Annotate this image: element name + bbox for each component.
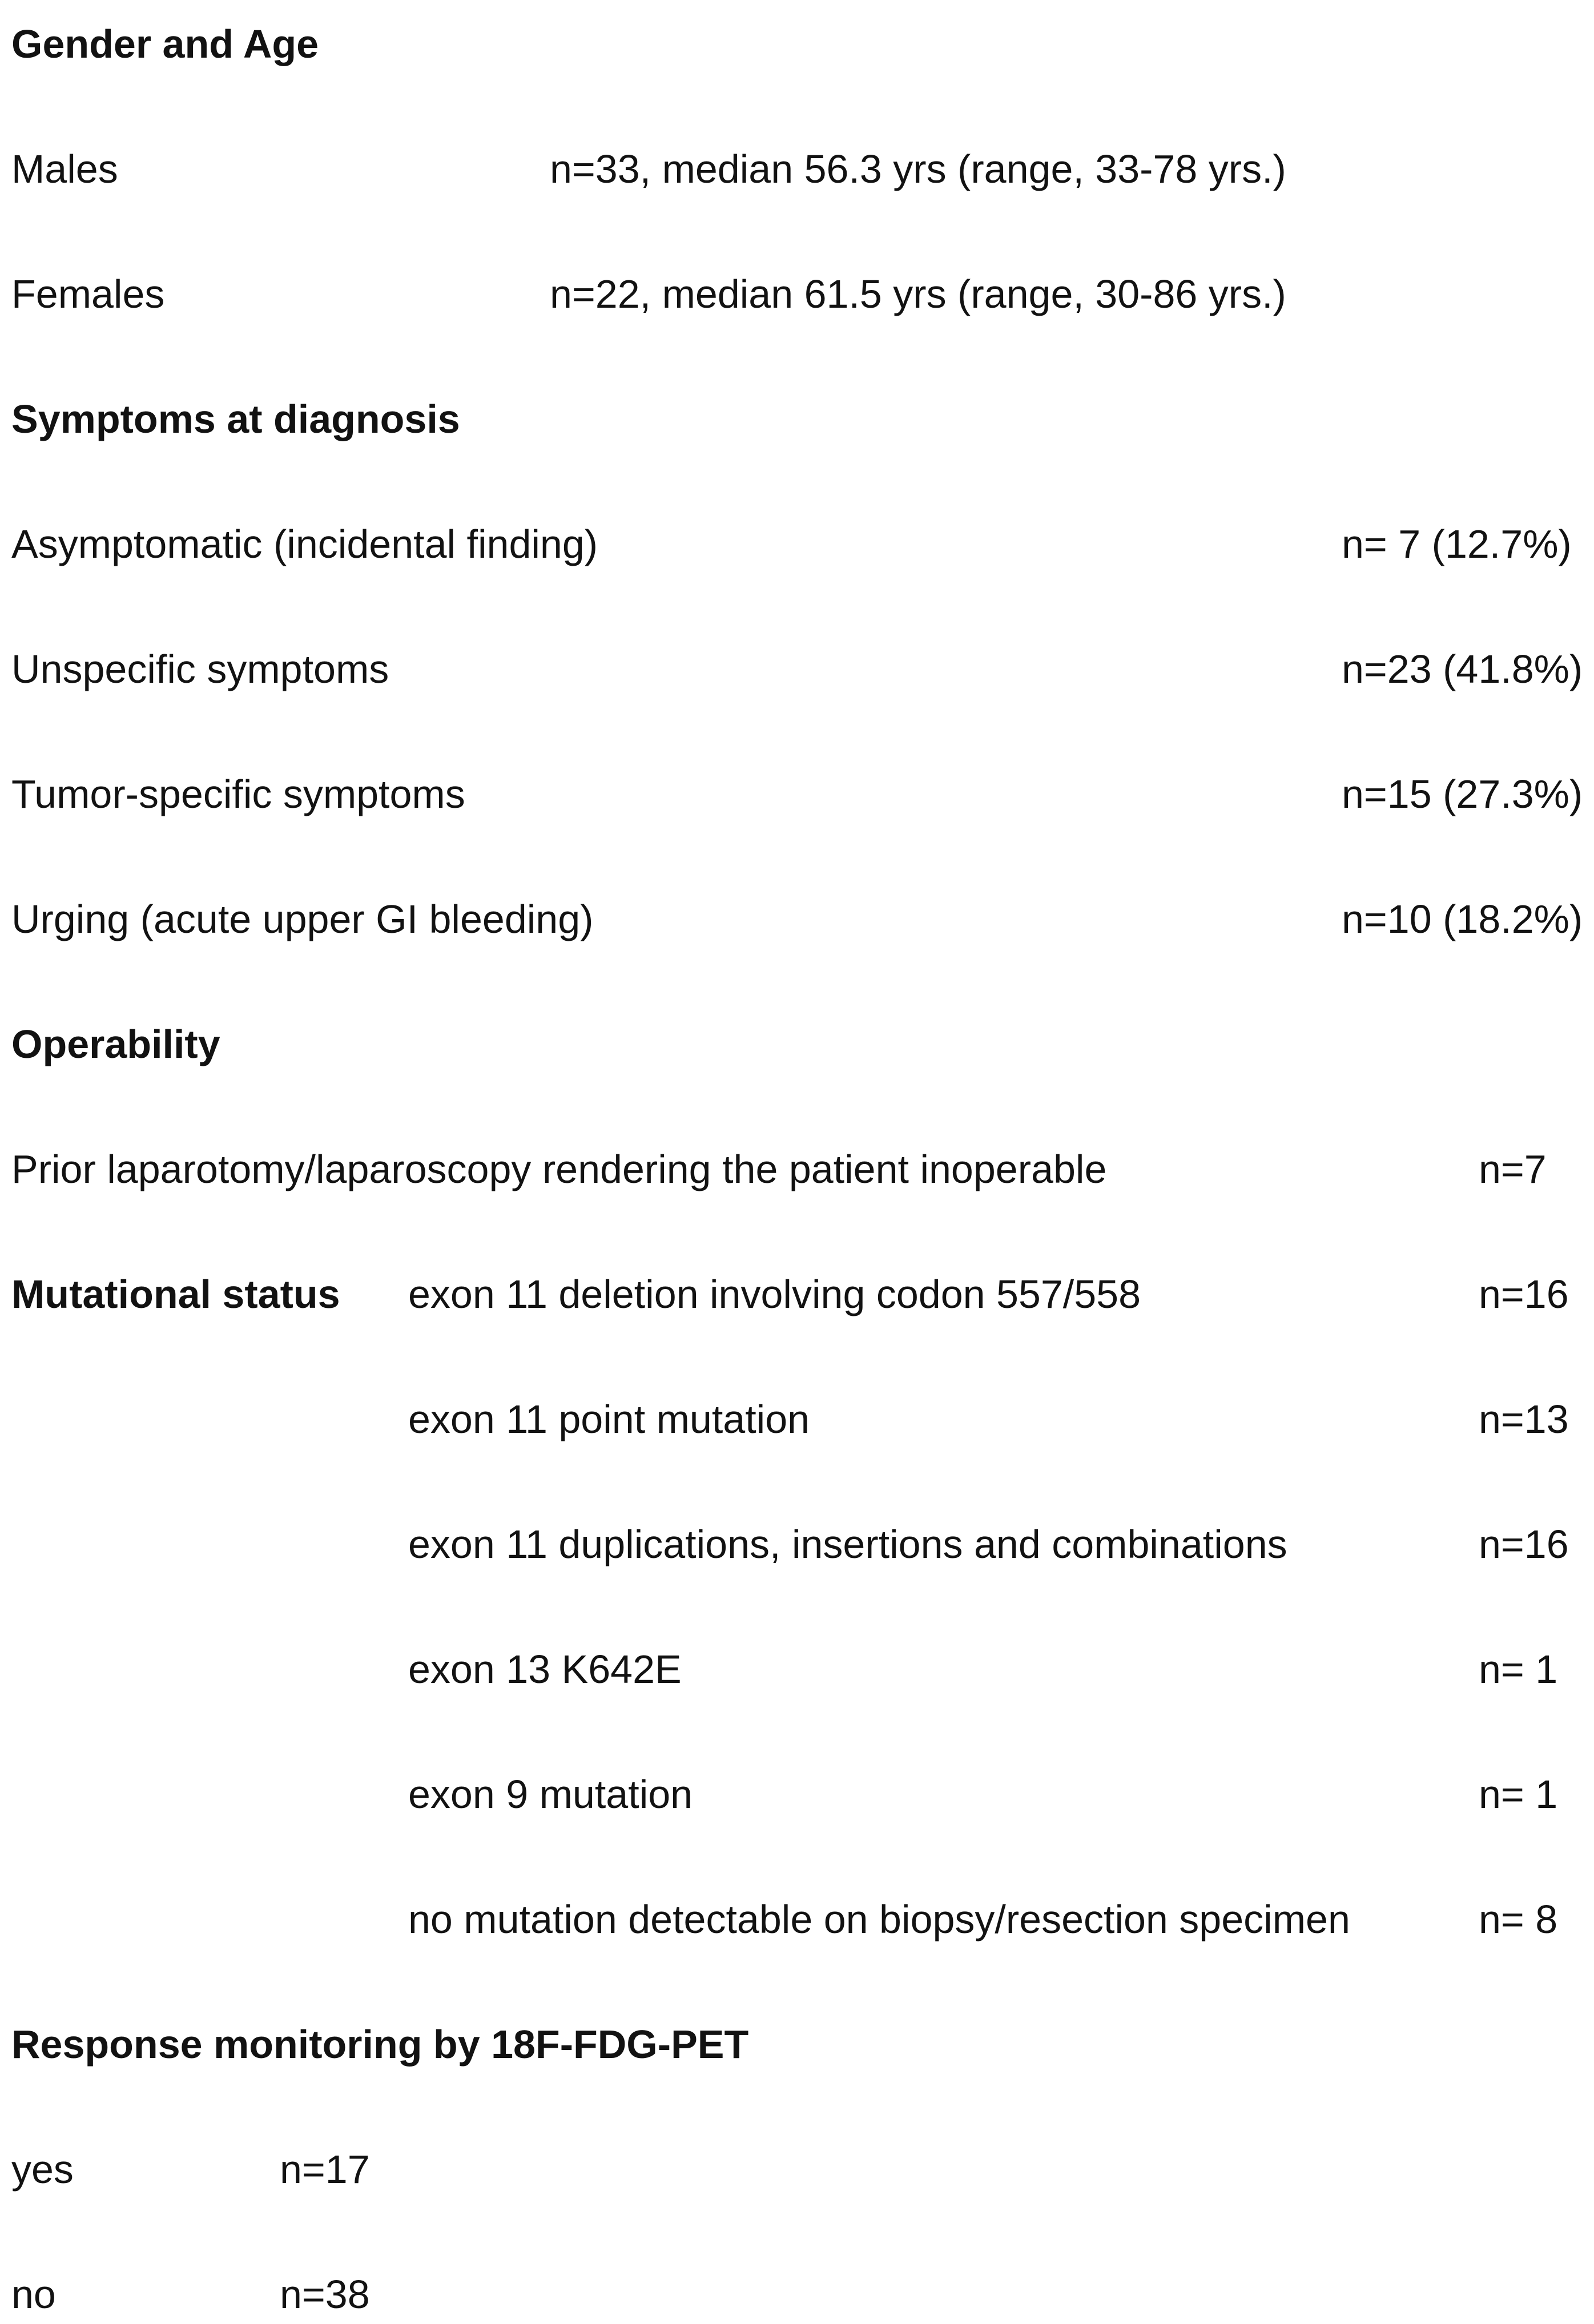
exon9-mutation-value: n= 1 xyxy=(1479,1772,1558,1816)
section-heading-gender-age: Gender and Age xyxy=(11,22,319,66)
urging-value: n=10 (18.2%) xyxy=(1342,897,1583,941)
table-row xyxy=(0,274,1594,323)
section-heading-operability: Operability xyxy=(11,1022,220,1066)
asymptomatic-value: n= 7 (12.7%) xyxy=(1342,522,1572,566)
exon11-duplications-value: n=16 xyxy=(1479,1522,1569,1566)
table-row xyxy=(0,149,1594,198)
unspecific-symptoms-label: Unspecific symptoms xyxy=(11,647,389,691)
section-heading-mutational-status: Mutational status xyxy=(11,1272,340,1316)
exon11-duplications-label: exon 11 duplications, insertions and combinations xyxy=(408,1522,1287,1566)
pet-no-label: no xyxy=(11,2272,56,2317)
table-row xyxy=(0,2274,1594,2323)
table-row xyxy=(0,1024,1594,1073)
males-label: Males xyxy=(11,147,118,191)
asymptomatic-label: Asymptomatic (incidental finding) xyxy=(11,522,598,566)
exon11-deletion-label: exon 11 deletion involving codon 557/558 xyxy=(408,1272,1141,1316)
tumor-specific-symptoms-label: Tumor-specific symptoms xyxy=(11,772,465,816)
tumor-specific-symptoms-value: n=15 (27.3%) xyxy=(1342,772,1583,816)
pet-no-value: n=38 xyxy=(280,2272,370,2317)
exon11-point-mutation-label: exon 11 point mutation xyxy=(408,1397,810,1441)
table-row xyxy=(0,774,1594,823)
table-row xyxy=(0,1649,1594,1698)
table-row xyxy=(0,1274,1594,1323)
males-value: n=33, median 56.3 yrs (range, 33-78 yrs.) xyxy=(550,147,1286,191)
table-row xyxy=(0,399,1594,448)
section-heading-response-monitoring: Response monitoring by 18F-FDG-PET xyxy=(11,2022,749,2067)
table-row xyxy=(0,24,1594,73)
table-row xyxy=(0,2149,1594,2198)
table-row xyxy=(0,899,1594,948)
females-value: n=22, median 61.5 yrs (range, 30-86 yrs.) xyxy=(550,272,1286,316)
exon13-k642e-label: exon 13 K642E xyxy=(408,1647,682,1691)
prior-laparotomy-value: n=7 xyxy=(1479,1147,1547,1191)
table-row xyxy=(0,1399,1594,1448)
unspecific-symptoms-value: n=23 (41.8%) xyxy=(1342,647,1583,691)
pet-yes-label: yes xyxy=(11,2147,74,2192)
exon9-mutation-label: exon 9 mutation xyxy=(408,1772,693,1816)
exon11-point-mutation-value: n=13 xyxy=(1479,1397,1569,1441)
table-row xyxy=(0,1899,1594,1948)
table-row xyxy=(0,1774,1594,1823)
table-row xyxy=(0,524,1594,573)
females-label: Females xyxy=(11,272,165,316)
table-row xyxy=(0,2024,1594,2073)
no-mutation-value: n= 8 xyxy=(1479,1897,1558,1942)
no-mutation-label: no mutation detectable on biopsy/resection specimen xyxy=(408,1897,1350,1942)
urging-label: Urging (acute upper GI bleeding) xyxy=(11,897,594,941)
pet-yes-value: n=17 xyxy=(280,2147,370,2192)
exon11-deletion-value: n=16 xyxy=(1479,1272,1569,1316)
prior-laparotomy-label: Prior laparotomy/laparoscopy rendering the patient inoperable xyxy=(11,1147,1107,1191)
table-row xyxy=(0,649,1594,698)
table-row xyxy=(0,1149,1594,1198)
exon13-k642e-value: n= 1 xyxy=(1479,1647,1558,1691)
table-row xyxy=(0,1524,1594,1573)
section-heading-symptoms: Symptoms at diagnosis xyxy=(11,397,460,441)
